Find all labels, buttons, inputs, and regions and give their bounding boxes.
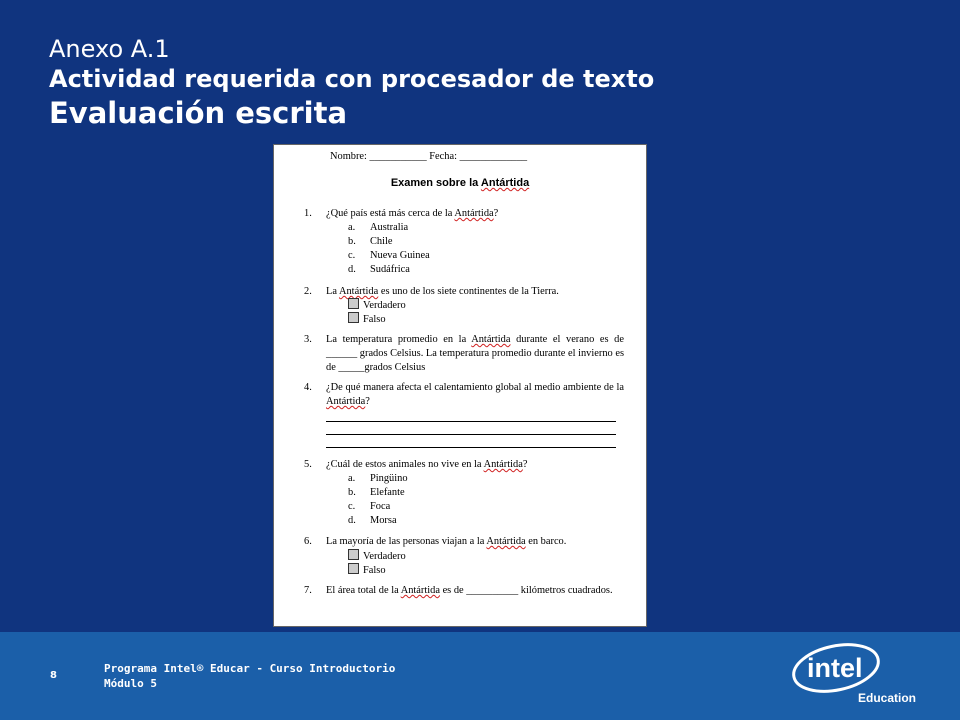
q5-option-a: a. Pingüino <box>348 473 408 484</box>
exam-title: Examen sobre la Antártida <box>390 177 530 189</box>
q2-checkbox-true: Verdadero <box>348 298 406 313</box>
q6-checkbox-false: Falso <box>348 563 386 578</box>
checkbox-icon <box>348 563 359 574</box>
q5-option-c: c. Foca <box>348 501 391 512</box>
page-number: 8 <box>50 670 57 681</box>
checkbox-icon <box>348 298 359 309</box>
answer-line <box>326 447 616 448</box>
answer-line <box>326 434 616 435</box>
answer-line <box>326 421 616 422</box>
name-date-line: Nombre: ___________ Fecha: _____________ <box>330 151 528 162</box>
title-line-1: Anexo A.1 <box>49 35 170 63</box>
q1-option-d: d. Sudáfrica <box>348 264 410 275</box>
q6-checkbox-true: Verdadero <box>348 549 406 564</box>
intel-logo-icon <box>790 640 920 706</box>
q2-checkbox-false: Falso <box>348 312 386 327</box>
exam-document-image: Nombre: ___________ Fecha: _____________ Examen sobre la Antártida 1. ¿Qué país está más cerca de la Antártida? a. Australia b. Chile c. Nueva Guinea d. Sudáfrica 2. La Antártida es uno de los siete continentes de la Tierra. Verdadero Falso 3. La temperatura promedio en la Antártida durante el verano es de ______ grados Celsius. La temperatura promedio durante el invierno es de _____grados Celsius 4. ¿De qué manera afecta el calentamiento global al medio ambiente de la Antártida? 5. ¿Cuál de estos animales no vive en la Antártida? a. Pingüino b. Elefante c. Foca d. Morsa 6. La mayoría de las personas viajan a la Antártida en barco. Verdadero Falso 7. El área total de la Antártida es de __________ kilómetros cuadrados. <box>273 144 647 627</box>
q5-option-b: b. Elefante <box>348 487 405 498</box>
q1-option-a: a. Australia <box>348 222 409 233</box>
q1-option-c: c. Nueva Guinea <box>348 250 430 261</box>
q1-option-b: b. Chile <box>348 236 393 247</box>
intel-education-logo <box>790 640 920 706</box>
q5-option-d: d. Morsa <box>348 515 397 526</box>
footer-module: Módulo 5 <box>104 677 157 690</box>
footer-program-text <box>104 661 395 691</box>
title-line-2: Actividad requerida con procesador de texto <box>49 65 655 93</box>
checkbox-icon <box>348 312 359 323</box>
title-line-3: Evaluación escrita <box>49 96 348 130</box>
checkbox-icon <box>348 549 359 560</box>
slide-title <box>49 34 654 132</box>
footer-program: Programa Intel® Educar - Curso Introductorio <box>104 662 396 675</box>
svg-text:intel: intel <box>807 653 863 683</box>
svg-text:Education: Education <box>858 691 917 705</box>
